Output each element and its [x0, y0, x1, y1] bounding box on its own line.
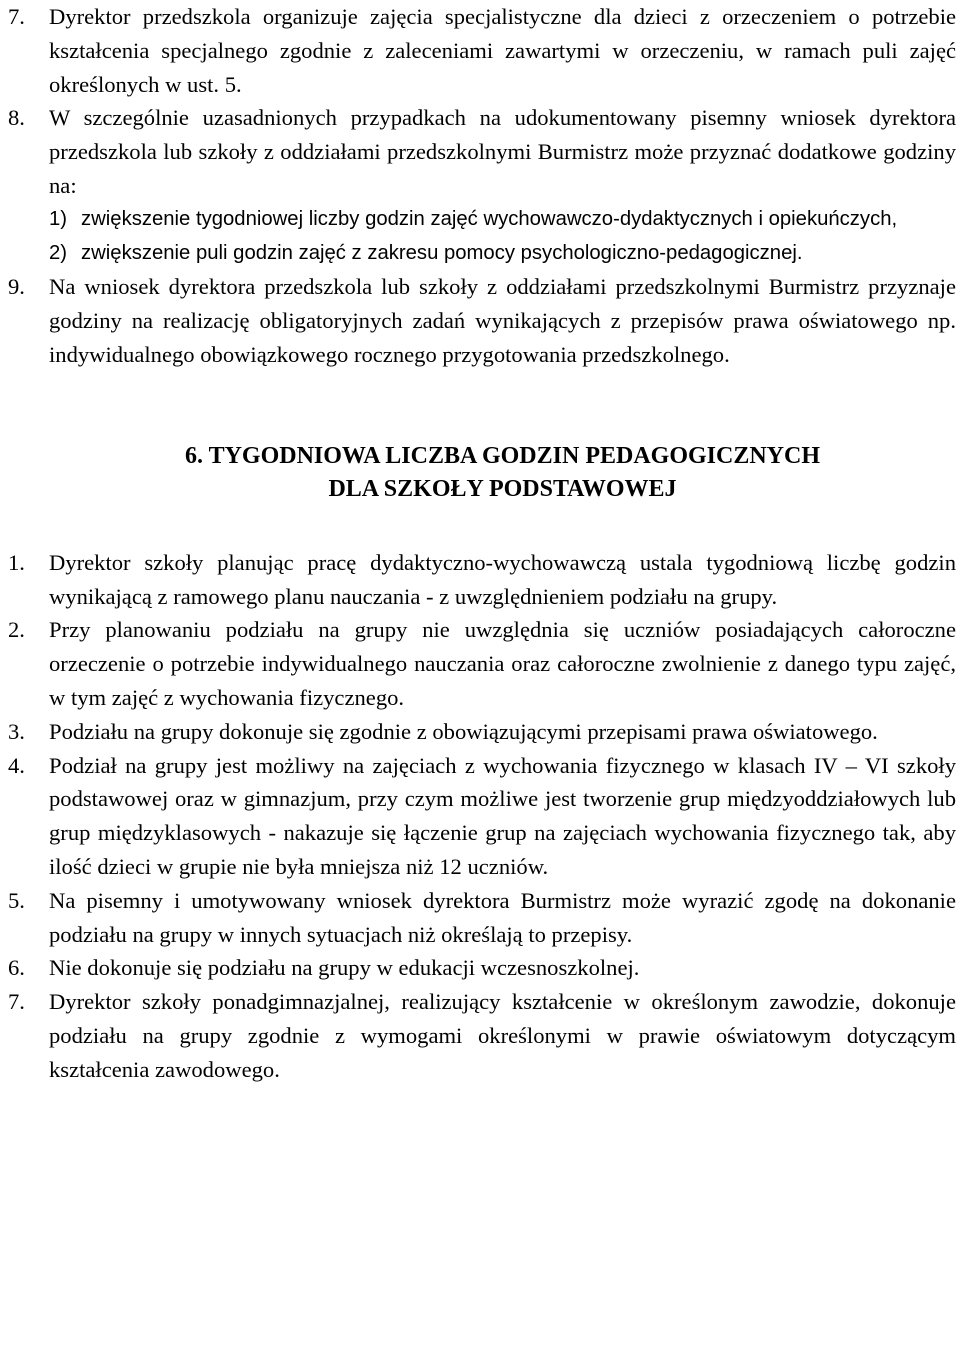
- item-number: 9.: [8, 274, 25, 300]
- item-text: Podział na grupy jest możliwy na zajęciach z wychowania fizycznego w klasach IV – VI szkoły podstawowej oraz w gimnazjum, przy czym możliwe jest tworzenie grup międzyoddziałowych lub grup międzyklasowych - nakazuje się łączenie grup na zajęciach wychowania fizycznego tak, aby ilość dzieci w grupie nie była mniejsza niż 12 uczniów.: [49, 752, 956, 879]
- sub-item-number: 1): [49, 207, 68, 230]
- item-text: Podziału na grupy dokonuje się zgodnie z obowiązującymi przepisami prawa oświatowego.: [49, 718, 878, 744]
- document-page: [8, 0, 956, 1087]
- item-text: Na pisemny i umotywowany wniosek dyrektora Burmistrz może wyrazić zgodę na dokonanie podziału na grupy w innych sytuacjach niż określają to przepisy.: [49, 887, 956, 947]
- list-item: [8, 101, 956, 270]
- item-text: Dyrektor przedszkola organizuje zajęcia specjalistyczne dla dzieci z orzeczeniem o potrzebie kształcenia specjalnego zgodnie z zaleceniami zawartymi w orzeczeniu, w ramach puli zajęć określonych w ust. 5.: [49, 4, 956, 97]
- item-text: Przy planowaniu podziału na grupy nie uwzględnia się uczniów posiadających całoroczne orzeczenie o potrzebie indywidualnego nauczania oraz całoroczne zwolnienie z danego typu zajęć, w tym zajęć z wychowania fizycznego.: [49, 617, 956, 710]
- sub-list-item: [49, 203, 956, 237]
- item-number: 8.: [8, 105, 25, 131]
- item-text: W szczególnie uzasadnionych przypadkach na udokumentowany pisemny wniosek dyrektora przedszkola lub szkoły z oddziałami przedszkolnymi Burmistrz może przyznać dodatkowe godziny na:: [49, 105, 956, 198]
- section-bottom: [8, 546, 956, 1087]
- list-item: [8, 884, 956, 952]
- item-number: 1.: [8, 549, 25, 575]
- item-number: 2.: [8, 617, 25, 643]
- item-text: Dyrektor szkoły ponadgimnazjalnej, realizujący kształcenie w określonym zawodzie, dokonuje podziału na grupy zgodnie z wymogami określonymi w prawie oświatowym dotyczącym kształcenia zawodowego.: [49, 989, 956, 1082]
- heading-line-2: DLA SZKOŁY PODSTAWOWEJ: [328, 475, 677, 502]
- sub-item-text: zwiększenie tygodniowej liczby godzin zajęć wychowawczo-dydaktycznych i opiekuńczych,: [81, 207, 898, 230]
- item-number: 6.: [8, 955, 25, 981]
- item-number: 4.: [8, 752, 25, 778]
- sub-item-number: 2): [49, 241, 68, 264]
- list-item: [8, 749, 956, 884]
- item-text: Nie dokonuje się podziału na grupy w edukacji wczesnoszkolnej.: [49, 955, 640, 981]
- item-number: 7.: [8, 4, 25, 29]
- section-heading: [8, 440, 956, 506]
- sub-item-text: zwiększenie puli godzin zajęć z zakresu pomocy psychologiczno-pedagogicznej.: [81, 241, 803, 264]
- list-item: [8, 613, 956, 714]
- list-item: [8, 270, 956, 371]
- item-body: [49, 101, 956, 270]
- list-item: [8, 985, 956, 1086]
- item-number: 5.: [8, 887, 25, 913]
- item-number: 3.: [8, 718, 25, 744]
- section-top: [8, 0, 956, 372]
- list-item: [8, 0, 956, 101]
- item-text: Na wniosek dyrektora przedszkola lub szkoły z oddziałami przedszkolnymi Burmistrz przyznaje godziny na realizację obligatoryjnych zadań wynikających z przepisów prawa oświatowego np. indywidualnego obowiązkowego rocznego przygotowania przedszkolnego.: [49, 274, 956, 367]
- item-text: Dyrektor szkoły planując pracę dydaktyczno-wychowawczą ustala tygodniową liczbę godzin wynikającą z ramowego planu nauczania - z uwzględnieniem podziału na grupy.: [49, 549, 956, 609]
- item-number: 7.: [8, 989, 25, 1015]
- list-item: [8, 546, 956, 614]
- list-item: [8, 715, 956, 749]
- heading-line-1: 6. TYGODNIOWA LICZBA GODZIN PEDAGOGICZNYCH: [185, 442, 820, 469]
- list-item: [8, 951, 956, 985]
- sub-list-item: [49, 237, 956, 271]
